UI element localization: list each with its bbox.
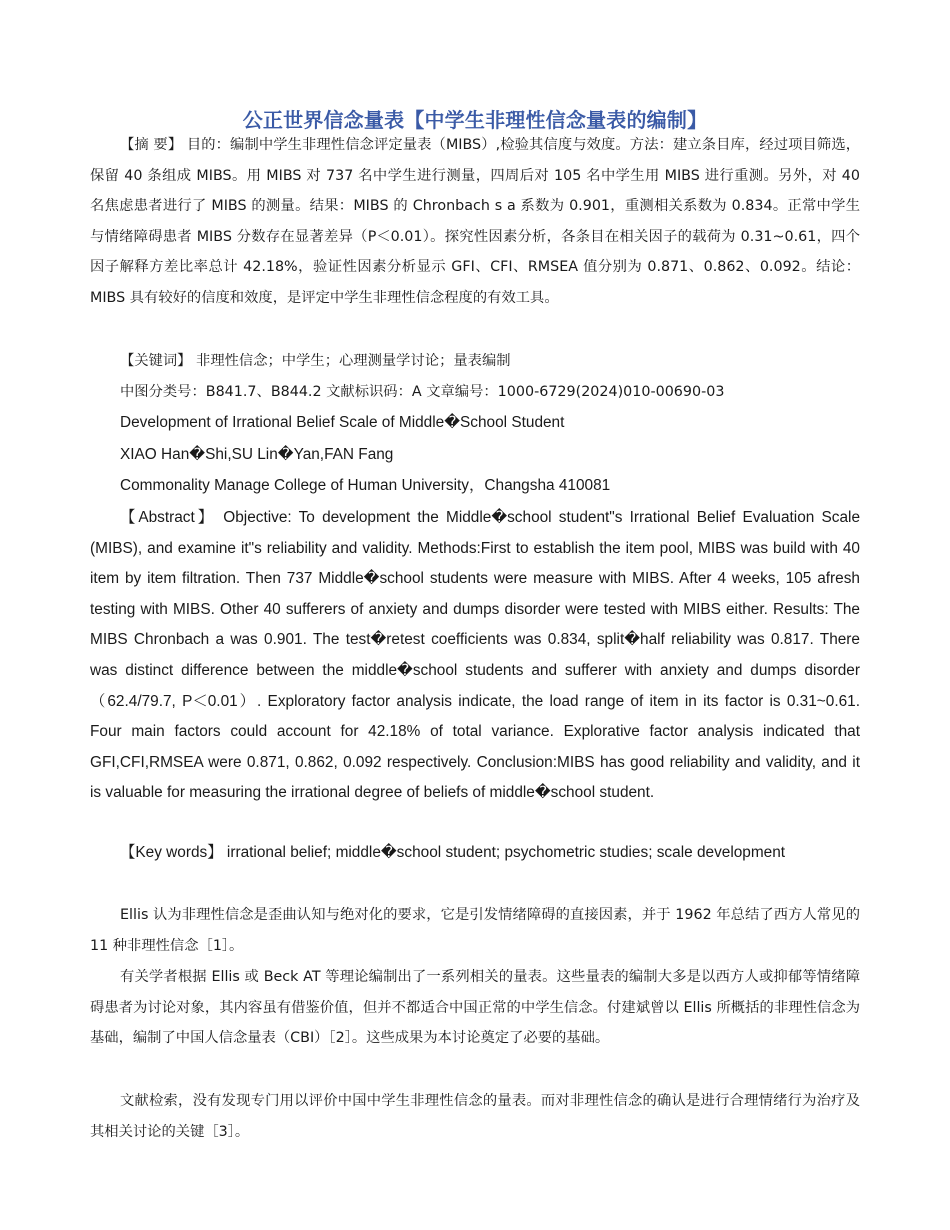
keywords-cn-text: 非理性信念；中学生；心理测量学讨论；量表编制 [196, 353, 511, 369]
abstract-cn-label: 【摘 要】 [120, 137, 183, 153]
english-authors: XIAO Han�Shi,SU Lin�Yan,FAN Fang [120, 446, 394, 463]
body-paragraph-1: Ellis 认为非理性信念是歪曲认知与绝对化的要求，它是引发情绪障碍的直接因素，并于 1962 年总结了西方人常见的 11 种非理性信念［1］。 [90, 907, 860, 954]
english-affiliation: Commonality Manage College of Human University，Changsha 410081 [120, 477, 611, 494]
abstract-cn [90, 130, 860, 314]
keywords-en-label: 【Key words】 [120, 844, 223, 861]
abstract-en-text: Objective: To development the Middle�school student"s Irrational Belief Evaluation Scale (MIBS), and examine it"s reliability and validity. Methods:First to establish the item pool, MIBS was build with 40 item by item filtration. Then 737 Middle�school students were measure with MIBS. After 4 weeks, 105 afresh testing with MIBS. Other 40 sufferers of anxiety and dumps disorder were tested with MIBS either. Results: The MIBS Chronbach a was 0.901. The test�retest coefficients was 0.834, split�half reliability was 0.817. There was distinct difference between the middle�school students and sufferer with anxiety and dumps disorder（62.4/79.7, P＜0.01）. Exploratory factor analysis indicate, the load range of item in its factor is 0.31~0.61. Four main factors could account for 42.18% of total variance. Explorative factor analysis indicated that GFI,CFI,RMSEA were 0.871, 0.862, 0.092 respectively. Conclusion:MIBS has good reliability and validity, and it is valuable for measuring the irrational degree of beliefs of middle�school student. [90, 509, 861, 802]
abstract-en-label: 【Abstract】 [120, 509, 217, 526]
abstract-cn-text: 目的：编制中学生非理性信念评定量表（MIBS）,检验其信度与效度。方法：建立条目库，经过项目筛选，保留 40 条组成 MIBS。用 MIBS 对 737 名中学生进行测量，四周后对 105 名中学生用 MIBS 进行重测。另外，对 40 名焦虑患者进行了 MIBS 的测量。结果：MIBS 的 Chronbach s a 系数为 0.901，重测相关系数为 0.834。正常中学生与情绪障碍患者 MIBS 分数存在显著差异（P＜0.01）。探究性因素分析，各条目在相关因子的载荷为 0.31~0.61，四个因子解释方差比率总计 42.18%，验证性因素分析显示 GFI、CFI、RMSEA 值分别为 0.871、0.862、0.092。结论：MIBS 具有较好的信度和效度，是评定中学生非理性信念程度的有效工具。 [90, 137, 861, 306]
classification-line: 中图分类号：B841.7、B844.2 文献标识码：A 文章编号：1000-6729(2024)010-00690-03 [120, 384, 725, 400]
abstract-en [90, 503, 860, 809]
keywords-cn-label: 【关键词】 [120, 353, 192, 369]
keywords-en-text: irrational belief; middle�school student; psychometric studies; scale development [226, 844, 786, 861]
keywords-cn [90, 346, 860, 377]
keywords-en [90, 838, 860, 869]
body-paragraph-2: 有关学者根据 Ellis 或 Beck AT 等理论编制出了一系列相关的量表。这些量表的编制大多是以西方人或抑郁等情绪障碍患者为讨论对象，其内容虽有借鉴价值，但并不都适合中国正常的中学生信念。付建斌曾以 Ellis 所概括的非理性信念为基础，编制了中国人信念量表（CBI）［2］。这些成果为本讨论奠定了必要的基础。 [90, 969, 860, 1047]
document-title: 公正世界信念量表【中学生非理性信念量表的编制】 [242, 108, 708, 132]
body-paragraph-3: 文献检索，没有发现专门用以评价中国中学生非理性信念的量表。而对非理性信念的确认是进行合理情绪行为治疗及其相关讨论的关键［3］。 [90, 1093, 860, 1140]
english-title: Development of Irrational Belief Scale of Middle�School Student [120, 414, 565, 431]
